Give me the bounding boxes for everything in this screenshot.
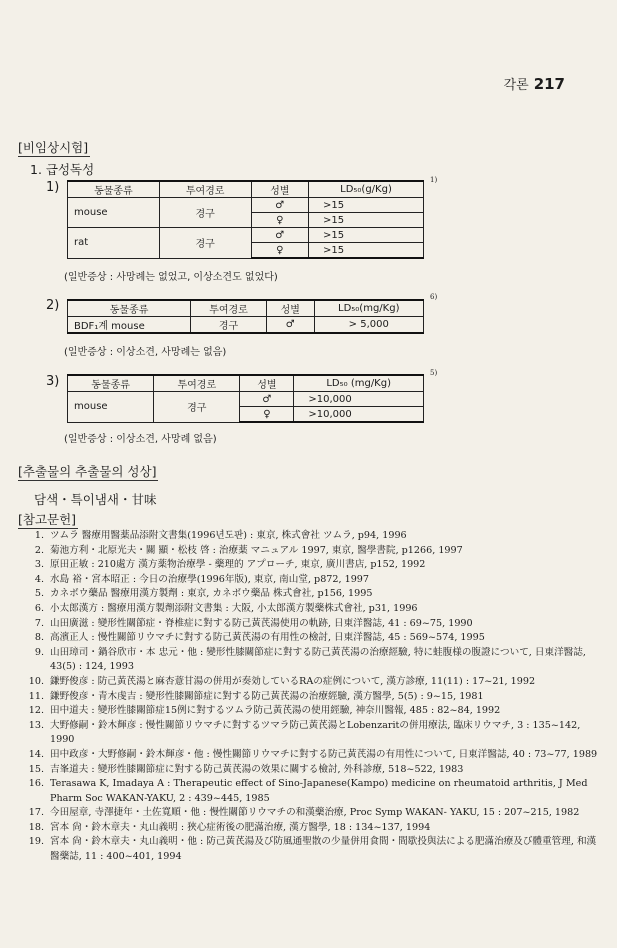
reference-number: 12. bbox=[28, 705, 44, 717]
reference-text: 吉峯道夫 : 變形性膝關節症に對する防己黃芪湯の效果に關する檢討, 外科診療, 518~522, 1983 bbox=[50, 763, 464, 775]
route-cell: 경구 bbox=[159, 198, 251, 228]
reference-number: 19. bbox=[28, 836, 44, 848]
toxicity-table-2 bbox=[67, 299, 424, 334]
reference-number: 1. bbox=[34, 530, 44, 541]
route-cell: 경구 bbox=[191, 317, 267, 334]
table-header: 투여경로 bbox=[191, 300, 267, 317]
reference-text: 小太郎漢方 : 醫療用漢方製劑添附文書集 : 大阪, 小太郎漢方製藥株式會社, p31, 1996 bbox=[50, 602, 418, 614]
reference-text: 山田璋司・鍋谷欣市・本 忠元・他 : 變形性膝關節症に對する防己黃芪湯の治療經驗, 特に蛙腹様の腹證について, 日東洋醫誌, 43(5) : 124, 1993 bbox=[50, 646, 586, 673]
reference-item bbox=[20, 675, 600, 690]
reference-text: 田中道夫 : 變形性膝關節症15例に對するツムラ防己黃芪湯の使用經驗, 神奈川醫報, 485 : 82~84, 1992 bbox=[50, 705, 501, 717]
table-header: 성별 bbox=[240, 375, 294, 392]
reference-item bbox=[20, 544, 600, 559]
reference-item bbox=[20, 602, 600, 617]
reference-item bbox=[20, 690, 600, 705]
reference-number: 9. bbox=[34, 646, 44, 658]
reference-text: 田中政彦・大野修嗣・鈴木輝彦・他 : 慢性關節リウマチに對する防己黃芪湯の有用性について, 日東洋醫誌, 40 : 73~77, 1989 bbox=[50, 748, 598, 760]
reference-text: カネボウ藥品 醫療用漢方製劑 : 東京, カネボウ藥品 株式會社, p156, 1995 bbox=[50, 588, 373, 600]
table-1-label: 1) bbox=[46, 180, 60, 195]
reference-item bbox=[20, 835, 600, 864]
reference-text: ツムラ 醫療用醫薬品添附文書集(1996년도판) : 東京, 株式會社 ツムラ, p94, 1996 bbox=[50, 530, 407, 541]
table-row bbox=[68, 317, 424, 334]
table-header: 동물종류 bbox=[68, 375, 154, 392]
sex-cell: ♂ bbox=[251, 198, 308, 213]
sex-cell: ♂ bbox=[266, 317, 314, 334]
reference-number: 5. bbox=[34, 588, 44, 600]
reference-number: 3. bbox=[34, 559, 44, 571]
ld50-cell: >15 bbox=[308, 228, 423, 243]
reference-item bbox=[20, 719, 600, 748]
table-header: 성별 bbox=[251, 181, 308, 198]
reference-item bbox=[20, 777, 600, 806]
animal-cell: mouse bbox=[68, 198, 160, 228]
route-cell: 경구 bbox=[159, 228, 251, 259]
table-header: 성별 bbox=[266, 300, 314, 317]
table-1-ref: 1) bbox=[430, 176, 438, 184]
reference-text: 山田廣滋 : 變形性關節症・脊椎症に對する防己黃芪湯使用の軌跡, 日東洋醫誌, 41 : 69~75, 1990 bbox=[50, 617, 473, 629]
ld50-cell: > 5,000 bbox=[314, 317, 424, 334]
toxicity-table-3 bbox=[67, 374, 424, 423]
table-2-ref: 6) bbox=[430, 293, 438, 301]
reference-item bbox=[20, 821, 600, 836]
reference-text: 菊池方利・北原光夫・關 顯・松枝 啓 : 治療薬 マニュアル 1997, 東京, 醫學書院, p1266, 1997 bbox=[50, 544, 463, 556]
reference-item bbox=[20, 631, 600, 646]
reference-text: 宮本 尙・鈴木章夫・丸山義明 : 狹心症術後の肥滿治療, 漢方醫學, 18 : 134~137, 1994 bbox=[50, 821, 431, 833]
reference-text: 原田正敏 : 210處方 漢方薬物治療學 - 藥理的 アプローチ, 東京, 廣川書店, p152, 1992 bbox=[50, 559, 426, 571]
reference-text: 鎌野俊彦 : 防己黃芪湯と麻杏薏甘湯の併用が奏効しているRAの症例について, 漢方診療, 11(11) : 17~21, 1992 bbox=[50, 675, 536, 687]
reference-item bbox=[20, 646, 600, 675]
reference-item bbox=[20, 617, 600, 632]
reference-number: 2. bbox=[34, 544, 44, 556]
animal-cell: BDF₁계 mouse bbox=[68, 317, 191, 334]
table-3-ref: 5) bbox=[430, 369, 438, 377]
table-row bbox=[68, 228, 424, 243]
section-name: 각론 bbox=[503, 78, 529, 93]
reference-number: 14. bbox=[28, 748, 44, 760]
reference-item bbox=[20, 573, 600, 588]
reference-number: 16. bbox=[28, 778, 44, 790]
toxicity-table-1 bbox=[67, 180, 424, 259]
reference-number: 8. bbox=[34, 632, 44, 644]
reference-number: 17. bbox=[28, 807, 44, 819]
table-header: 동물종류 bbox=[68, 181, 160, 198]
acute-toxicity-title: 1. 급성독성 bbox=[30, 162, 95, 177]
table-header: LD₅₀ (mg/Kg) bbox=[294, 375, 424, 392]
reference-text: 水島 裕・宮本昭正 : 今日の治療學(1996年版), 東京, 南山堂, p872, 1997 bbox=[50, 573, 370, 585]
table-row bbox=[68, 198, 424, 213]
table-header: LD₅₀(g/Kg) bbox=[308, 181, 423, 198]
reference-item bbox=[20, 806, 600, 821]
reference-item bbox=[20, 529, 600, 544]
reference-item bbox=[20, 704, 600, 719]
table-header: 투여경로 bbox=[154, 375, 240, 392]
animal-cell: mouse bbox=[68, 392, 154, 423]
reference-number: 6. bbox=[34, 602, 44, 614]
nonclinical-title: [비임상시험] bbox=[18, 140, 89, 155]
reference-text: 鎌野俊彦・青木虔吉 : 變形性膝關節症に對する防己黃芪湯の治療經驗, 漢方醫學, 5(5) : 9~15, 1981 bbox=[50, 690, 484, 702]
extract-title: [추출물의 추출물의 성상] bbox=[18, 464, 157, 479]
ld50-cell: >15 bbox=[308, 198, 423, 213]
reference-text: 宮本 尙・鈴木章夫・丸山義明・他 : 防己黃芪湯及び防風通聖散の少量併用食間・間歇投與法による肥滿治療及び體重管理, 和漢醫藥誌, 11 : 400~401, 1994 bbox=[50, 836, 597, 863]
ld50-cell: >15 bbox=[308, 213, 423, 228]
table-1-note: (일반증상 : 사망례는 없었고, 이상소견도 없었다) bbox=[64, 272, 278, 283]
sex-cell: ♂ bbox=[240, 392, 294, 407]
table-2-note: (일반증상 : 이상소견, 사망례는 없음) bbox=[64, 347, 227, 358]
reference-number: 11. bbox=[28, 690, 44, 702]
extract-text: 담색・특이냄새・甘味 bbox=[34, 492, 157, 507]
reference-number: 7. bbox=[34, 617, 44, 629]
reference-text: 今田屋章, 寺澤捷年・土佐寬順・他 : 慢性關節リウマチの和漢藥治療, Proc Symp WAKAN- YAKU, 15 : 207~215, 1982 bbox=[50, 807, 580, 819]
ld50-cell: >10,000 bbox=[294, 407, 424, 423]
table-2-label: 2) bbox=[46, 298, 60, 313]
table-3-label: 3) bbox=[46, 374, 60, 389]
reference-number: 13. bbox=[28, 719, 44, 731]
reference-text: 高濱正人 : 慢性關節リウマチに對する防己黃芪湯の有用性の檢討, 日東洋醫誌, 45 : 569~574, 1995 bbox=[50, 632, 485, 644]
animal-cell: rat bbox=[68, 228, 160, 259]
references-title: [참고문헌] bbox=[18, 512, 77, 527]
sex-cell: ♀ bbox=[251, 213, 308, 228]
reference-item bbox=[20, 558, 600, 573]
reference-item bbox=[20, 763, 600, 778]
sex-cell: ♀ bbox=[251, 243, 308, 259]
ld50-cell: >10,000 bbox=[294, 392, 424, 407]
table-header: LD₅₀(mg/Kg) bbox=[314, 300, 424, 317]
table-header: 동물종류 bbox=[68, 300, 191, 317]
reference-text: Terasawa K, Imadaya A : Therapeutic effect of Sino-Japanese(Kampo) medicine on rheumatoid arthritis, J Med Pharm Soc WAKAN-YAKU, 2 : 439~445, 1985 bbox=[50, 778, 588, 804]
page-header bbox=[504, 74, 565, 93]
sex-cell: ♂ bbox=[251, 228, 308, 243]
reference-number: 4. bbox=[34, 573, 44, 585]
reference-number: 10. bbox=[28, 675, 44, 687]
ld50-cell: >15 bbox=[308, 243, 423, 259]
reference-item bbox=[20, 748, 600, 763]
reference-number: 18. bbox=[28, 821, 44, 833]
route-cell: 경구 bbox=[154, 392, 240, 423]
sex-cell: ♀ bbox=[240, 407, 294, 423]
table-3-note: (일반증상 : 이상소견, 사망례 없음) bbox=[64, 434, 217, 445]
table-header: 투여경로 bbox=[159, 181, 251, 198]
reference-item bbox=[20, 587, 600, 602]
page-number: 217 bbox=[533, 75, 565, 93]
table-row bbox=[68, 392, 424, 407]
reference-text: 大野修嗣・鈴木輝彦 : 慢性關節リウマチに對するツマラ防己黃芪湯とLobenzaritの併用療法, 臨床リウマチ, 3 : 135~142, 1990 bbox=[50, 719, 581, 746]
reference-list bbox=[20, 529, 600, 865]
reference-number: 15. bbox=[28, 763, 44, 775]
